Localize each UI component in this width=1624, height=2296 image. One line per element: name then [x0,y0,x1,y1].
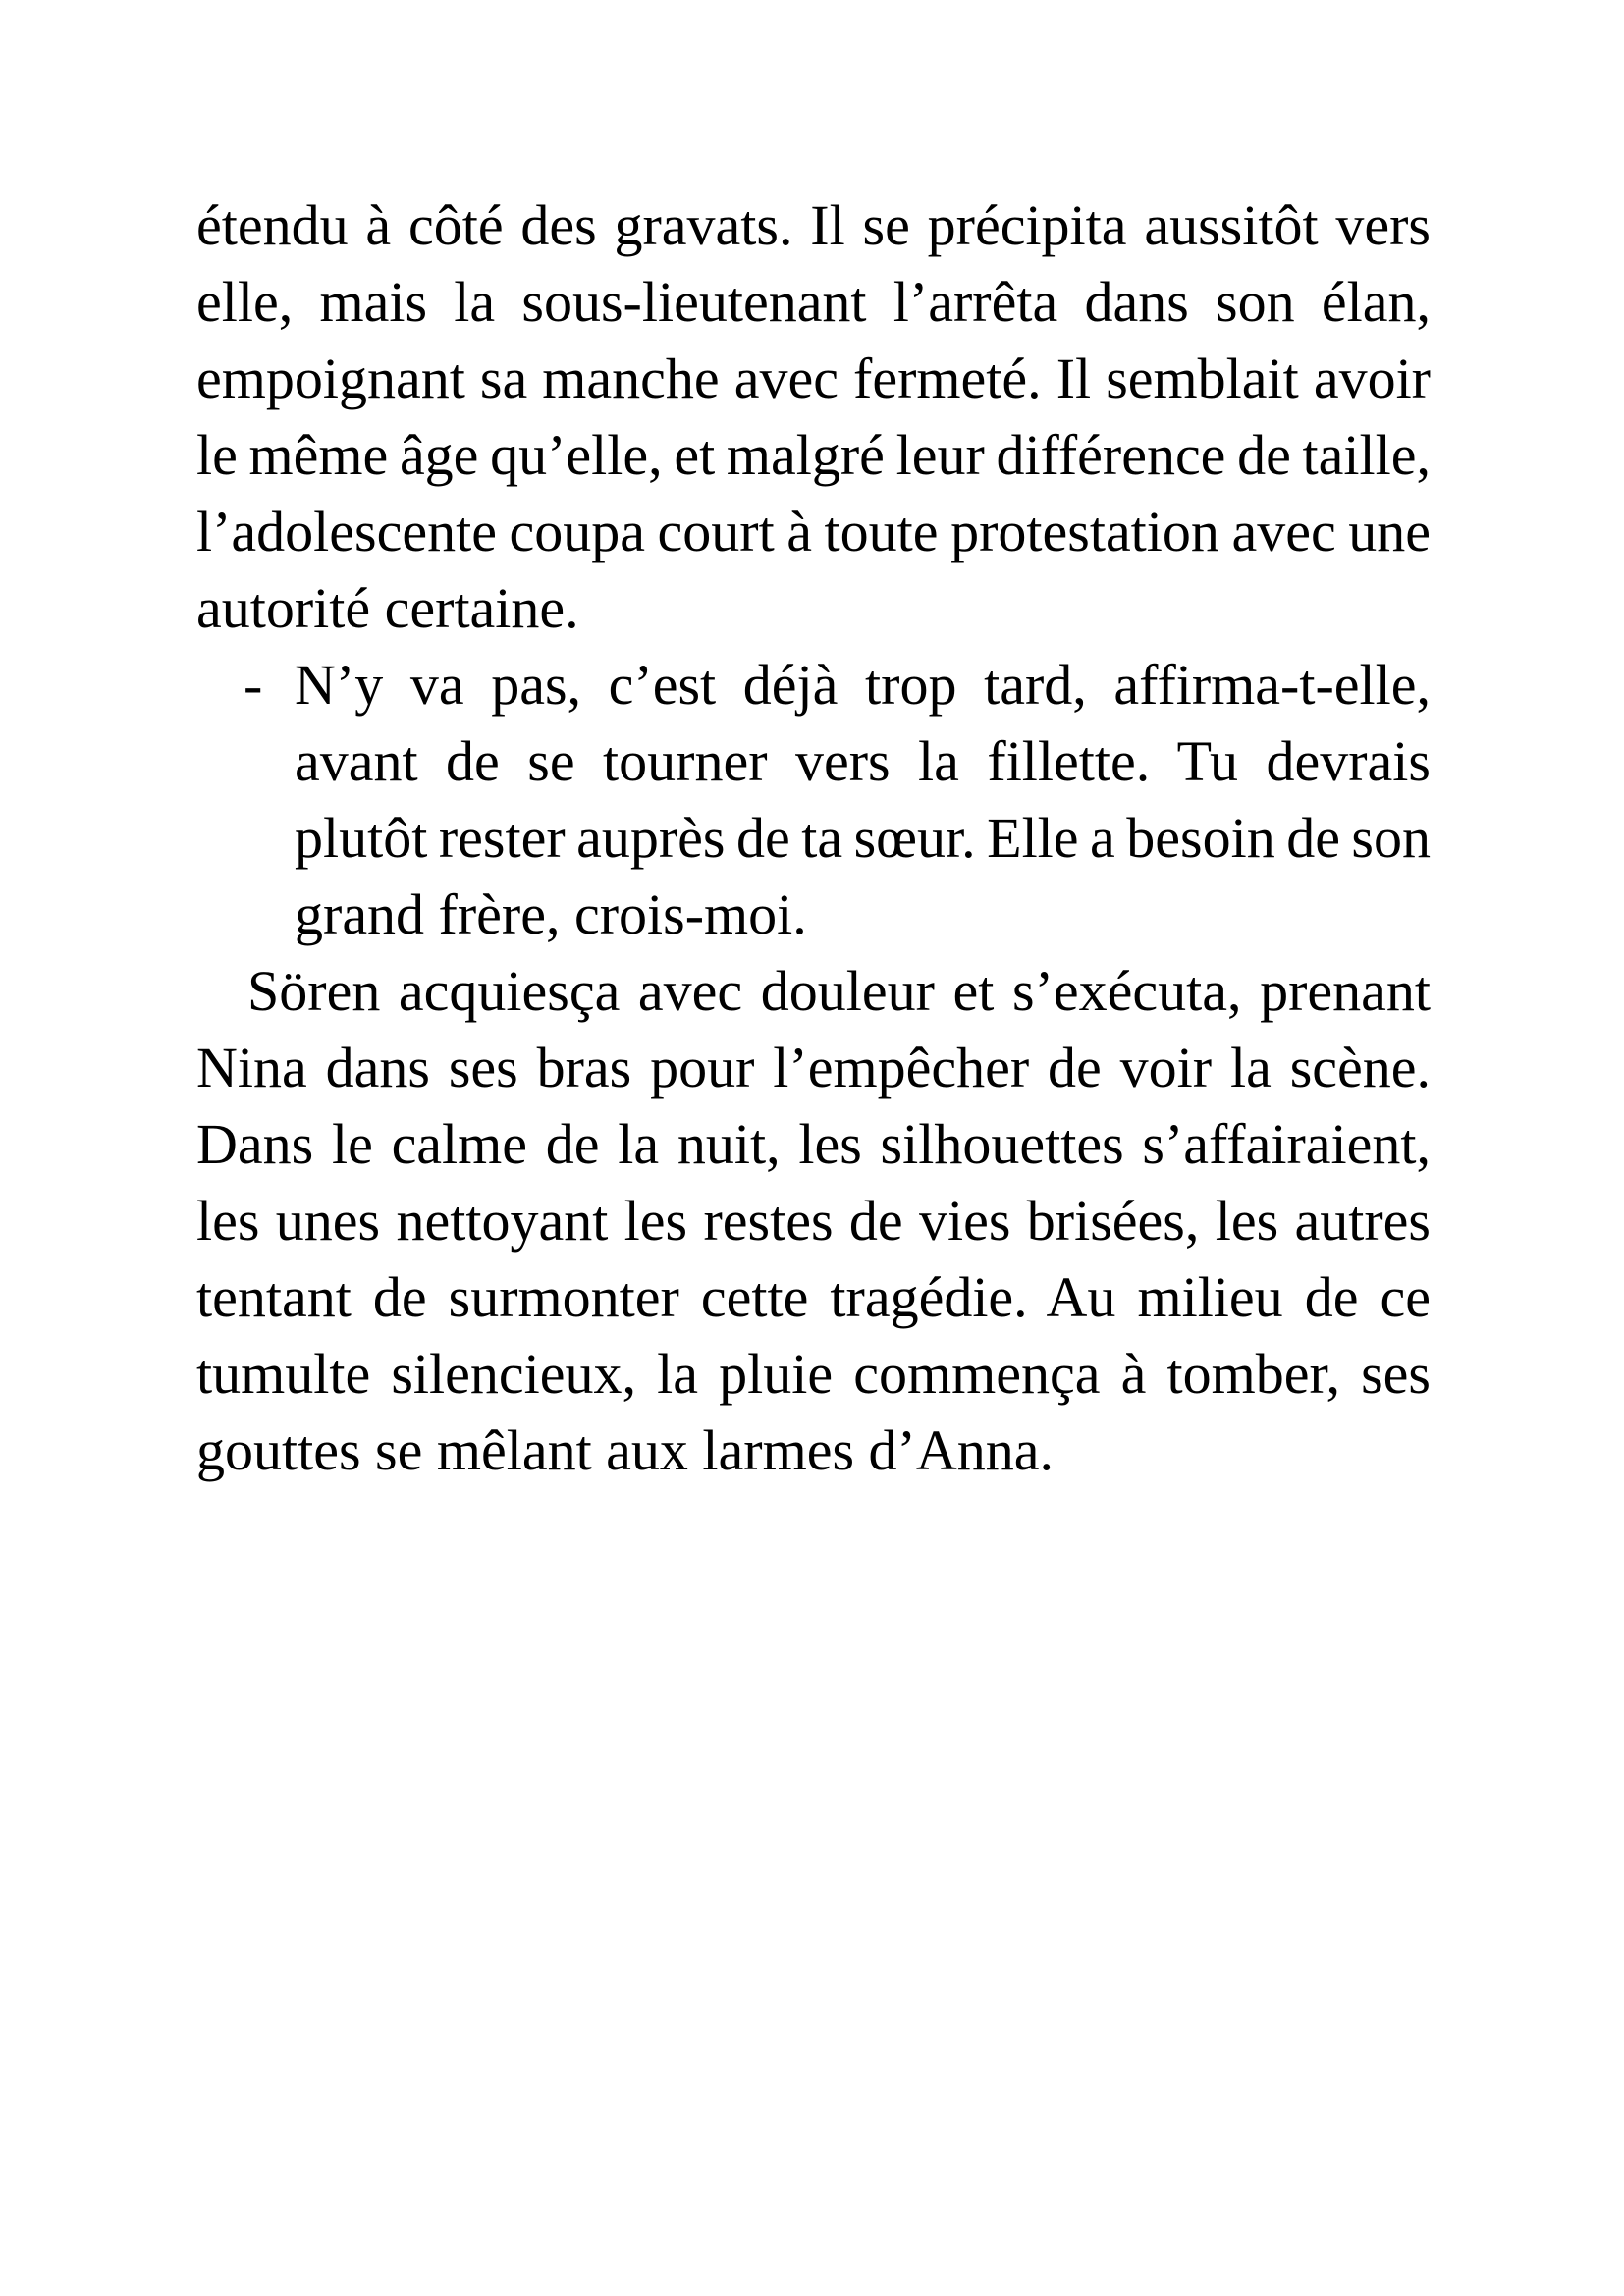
text-line: le même âge qu’elle, et malgré leur différence de taille, [196,423,1431,487]
text-line: grand frère, crois-moi. [295,882,807,946]
dialogue-dash: - [244,653,263,717]
text-line: gouttes se mêlant aux larmes d’Anna. [196,1418,1054,1482]
text-line: empoignant sa manche avec fermeté. Il semblait avoir [196,347,1431,410]
text-line: elle, mais la sous-lieutenant l’arrêta dans son élan, [196,270,1431,334]
text-line: plutôt rester auprès de ta sœur. Elle a besoin de son [295,806,1431,870]
text-line: étendu à côté des gravats. Il se précipita aussitôt vers [196,193,1431,257]
text-line: l’adolescente coupa court à toute protestation avec une [196,500,1431,563]
text-line: autorité certaine. [196,576,579,640]
text-line: Nina dans ses bras pour l’empêcher de voir la scène. [196,1036,1431,1099]
body-paragraph [196,187,1431,647]
text-line: les unes nettoyant les restes de vies brisées, les autres [196,1189,1431,1253]
text-line: tentant de surmonter cette tragédie. Au milieu de ce [196,1265,1431,1329]
text-block [196,187,1431,1489]
body-paragraph [196,953,1431,1489]
text-line: Dans le calme de la nuit, les silhouettes s’affairaient, [196,1112,1431,1176]
text-line: - N’y va pas, c’est déjà trop tard, affirma-t-elle, [295,647,1431,723]
dialogue-paragraph [244,647,1431,953]
text-line: Sören acquiesça avec douleur et s’exécuta, prenant [247,959,1431,1023]
text-line: tumulte silencieux, la pluie commença à tomber, ses [196,1342,1431,1406]
text-line: avant de se tourner vers la fillette. Tu devrais [295,729,1431,793]
